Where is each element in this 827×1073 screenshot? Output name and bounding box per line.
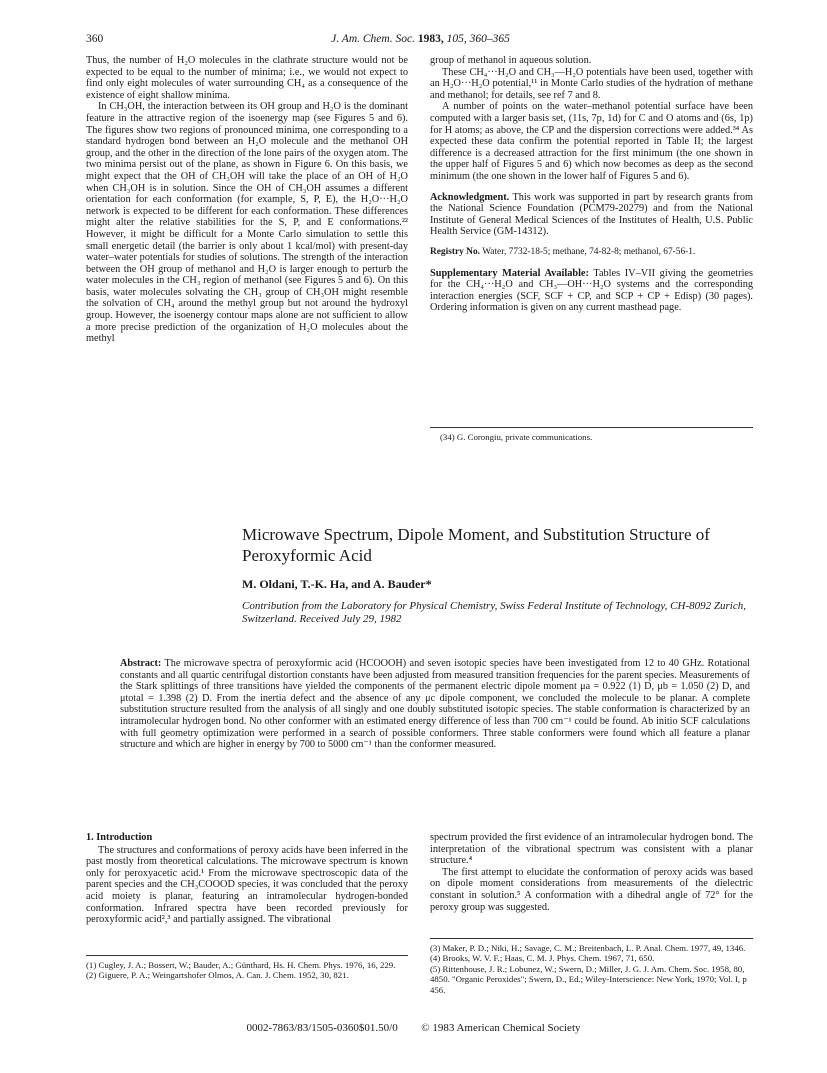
article-title: Microwave Spectrum, Dipole Moment, and Substitution Structure of Peroxyformic Acid [242,525,710,565]
abstract [120,658,750,751]
footnote-rule [430,427,753,428]
footnote: (5) Rittenhouse, J. R.; Lobunez, W.; Swern, D.; Miller, J. G. J. Am. Chem. Soc. 1958, 80, 4850. "Organic Peroxides"; Swern, D., Ed.; Wiley-Interscience: New York, 1970; Vol. I, p 456. [430,963,747,995]
abstract-label: Abstract: [120,658,162,669]
intro-left-column [86,832,408,926]
journal-name: J. Am. Chem. Soc. [331,33,415,45]
footnote: (1) Cugley, J. A.; Bossert, W.; Bauder, A.; Günthard, Hs. H. Chem. Phys. 1976, 16, 229. [86,960,396,970]
paragraph: These CH₄···H₂O and CH₃—H₂O potentials have been used, together with an H₂O···H₂O potential,¹¹ in Monte Carlo studies of the hydration of methane and methanol; for details, see ref 7 and 8. [430,66,753,101]
running-header [86,33,755,49]
footer-code: 0002-7863/83/1505-0360$01.50/0 [246,1022,398,1034]
registry-numbers [430,247,753,259]
prev-article-right-column [430,55,753,314]
paragraph: The first attempt to elucidate the conformation of peroxy acids was based on dipole moment considerations from measurements of the dielectric constant in solution.⁵ A conformation with a dihedral angle of 72° for the peroxy group was suggested. [430,866,753,913]
intro-right-column [430,832,753,913]
acknowledgment-label: Acknowledgment. [430,191,510,203]
footnote-rule [430,938,753,939]
registry-label: Registry No. [430,246,480,257]
journal-volume: 105, 360–365 [446,33,510,45]
acknowledgment [430,192,753,238]
journal-citation [86,33,755,45]
paragraph: group of methanol in aqueous solution. [430,55,592,66]
footnote: (2) Giguere, P. A.; Weingartshofer Olmos, A. Can. J. Chem. 1952, 30, 821. [86,970,349,981]
paragraph: spectrum provided the first evidence of an intramolecular hydrogen bond. The interpretation of the vibrational spectrum was consistent with a planar structure.⁴ [430,832,753,867]
supplementary-material [430,268,753,314]
footnote-rule [86,955,408,956]
section-heading: 1. Introduction [86,832,153,843]
page-footer [0,1022,827,1034]
abstract-text: The microwave spectra of peroxyformic acid (HCOOOH) and seven isotopic species have been investigated from 12 to 40 GHz. Rotational constants and all quartic centrifugal distortion constants have been adjusted from measured transition frequencies for the parent species. Measurements of the Stark splittings of three transitions have yielded the components of the permanent electric dipole moment μa = 0.922 (1) D, μb = 1.050 (2) D, and μtotal = 1.398 (2) D. From the inertia defect and the absence of any μc dipole component, we concluded the molecule to be planar. A complete substitution structure resulted from the analysis of all singly and one doubly substituted isotopic species. The stable conformation is characterized by an intramolecular hydrogen bond. No other conformer with an estimated energy difference of less than 700 cm⁻¹ could be found. Ab initio SCF calculations with full geometry optimization were performed in a search of possible conformers. Three stable conformers were found which all feature a planar structure and which are higher in energy by 700 to 5000 cm⁻¹ than the conformer measured. [120,658,750,751]
acknowledgment-text: This work was supported in part by research grants from the National Science Foundation (PCM79-20279) and from the National Institute of General Medical Sciences of the Institutes of Health, U.S. Public Health Service (GM-14312). [430,191,753,238]
supplementary-label: Supplementary Material Available: [430,267,589,279]
footer-copyright: © 1983 American Chemical Society [421,1022,581,1034]
footnote: (3) Maker, P. D.; Niki, H.; Savage, C. M.; Breitenbach, L. P. Anal. Chem. 1977, 49, 1346. [430,943,746,953]
paragraph: Thus, the number of H₂O molecules in the clathrate structure would not be expected to be equal to the number of minima; i.e., we would not expect to find only eight molecules of water surrounding CH₄ as a consequence of the existence of eight shallow minima. [86,55,408,101]
footnotes-right [430,943,753,995]
prev-article-left-column [86,55,408,345]
paragraph: In CH₃OH, the interaction between its OH group and H₂O is the dominant feature in the attractive region of the isoenergy map (see Figures 5 and 6). The figures show two regions of pronounced minima, one corresponding to a standard hydrogen bond between an H₂O molecule and the methanol OH group, and the other in the direction of the lone pairs of the oxygen atom. The two minima persist out of the plane, as shown in Figure 6. On this basis, we might expect that the OH of CH₃OH will take the place of an OH of H₂O when CH₃OH is in solution. Since the OH of CH₃OH assumes a different orientation for each conformation (for example, S, P, E), the H₂O···H₂O network is expected to be different for each conformation. These differences might alter the relative stabilities for the S, P, and E conformations.²² However, it might be difficult for a Monte Carlo simulation to settle this small energetic detail (the barrier is only about 1 kcal/mol) with present-day water–water potentials for studies of solutions. The strength of the interaction between the OH group of methanol and H₂O is larger enough to perturb the water molecules in the CH₃ region of methanol (see Figures 5 and 6). On this basis, water molecules solvating the CH₃ group of CH₃OH might resemble the solvation of CH₄ around the methyl group but not around the hydroxyl group. However, the isoenergy contour maps alone are not sufficient to allow a more precise prediction of the organization of H₂O molecules about the methyl [86,101,408,345]
page-number: 360 [86,33,104,45]
footnote: (34) G. Corongiu, private communications. [440,432,593,442]
journal-year: 1983, [417,33,444,45]
registry-text: Water, 7732-18-5; methane, 74-82-8; methanol, 67-56-1. [482,246,696,257]
paragraph: The structures and conformations of peroxy acids have been inferred in the past mostly from theoretical calculations. The microwave spectrum is known only for peroxyacetic acid.¹ From the microwave spectroscopic data of the parent species and the CH₃COOOD species, it was concluded that the peroxy acid moiety is planar, featuring an intramolecular hydrogen-bonded conformation. Infrared spectra have been recorded previously for peroxyformic acid²,³ and partially assigned. The vibrational [86,844,408,926]
article-affiliation: Contribution from the Laboratory for Physical Chemistry, Swiss Federal Institute of Technology, CH-8092 Zurich, Switzerland. Received July 29, 1982 [242,600,746,626]
article-authors: M. Oldani, T.-K. Ha, and A. Bauder* [242,577,432,591]
paragraph: A number of points on the water–methanol potential surface have been computed with a larger basis set, (11s, 7p, 1d) for C and O atoms and (6s, 1p) for H atoms; as above, the CP and the dispersion corrections were added.³⁴ As expected these data confirm the potential reported in Table II; the largest difference is a decreased attraction for the first minimum (the one shown in the upper half of Figures 5 and 6) which now becomes as deep as the second minimum (the one shown in the lower half of Figures 5 and 6). [430,101,753,182]
supplementary-text: Tables IV–VII giving the geometries for the CH₄···H₂O and CH₃—OH···H₂O systems and the corresponding interaction energies (SCF, SCF + CP, and SCP + CP + Edisp) (30 pages). Ordering information is given on any current masthead page. [430,267,754,314]
footnotes-left [86,960,408,981]
footnote: (4) Brooks, W. V. F.; Haas, C. M. J. Phys. Chem. 1967, 71, 650. [430,953,655,964]
